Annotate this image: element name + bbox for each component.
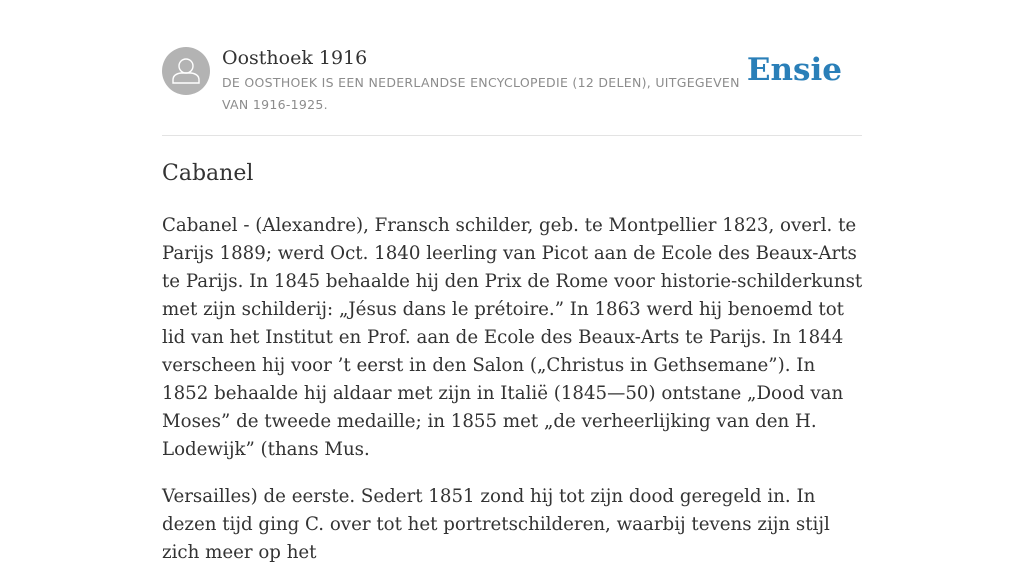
entry-paragraph: Cabanel - (Alexandre), Fransch schilder, geb. te Montpellier 1823, overl. te Parijs 1889; werd Oct. 1840 leerling van Picot aan de Ecole des Beaux-Arts te Parijs. In 1845 behaalde hij den Prix de Rome voor historie-schilderkunst met zijn schilderij: „Jésus dans le prétoire.” In 1863 werd hij benoemd tot lid van het Institut en Prof. aan de Ecole des Beaux-Arts te Parijs. In 1844 verscheen hij voor ’t eerst in den Salon („Christus in Gethsemane”). In 1852 behaalde hij aldaar met zijn in Italië (1845—50) ontstane „Dood van Moses” de tweede medaille; in 1855 met „de verheerlijking van den H. Lodewijk” (thans Mus.: [162, 215, 863, 460]
header-divider: [162, 135, 862, 136]
brand-logo[interactable]: Ensie: [746, 52, 842, 88]
entry-body: [162, 212, 864, 586]
entry-paragraph: Versailles) de eerste. Sedert 1851 zond hij tot zijn dood geregeld in. In dezen tijd ging C. over tot het portretschilderen, waarbij tevens zijn stijl zich meer op het: [162, 486, 830, 563]
entry-title: Cabanel: [162, 161, 254, 186]
source-header: [162, 46, 862, 116]
user-silhouette-icon: [162, 47, 210, 95]
source-description: DE OOSTHOEK IS EEN NEDERLANDSE ENCYCLOPEDIE (12 DELEN), UITGEGEVEN VAN 1916-1925.: [222, 75, 740, 112]
source-title[interactable]: Oosthoek 1916: [222, 47, 368, 69]
